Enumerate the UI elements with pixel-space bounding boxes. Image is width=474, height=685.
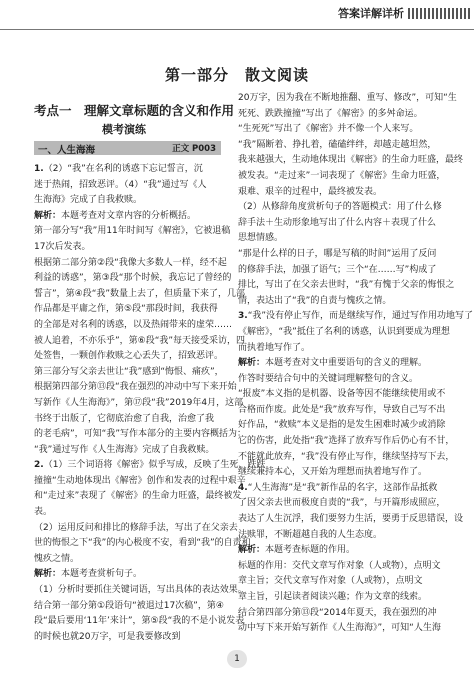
header-barcode-decoration <box>408 8 470 19</box>
text-line: 段“最后要用‘11年’来计”，第⑤段“我的不是小说发表 <box>34 616 245 627</box>
page-number: 1 <box>227 650 247 668</box>
text-line: “我”通过写作《人生海海》完成了自我救赎。 <box>34 444 215 455</box>
text-line: 标题的作用：交代文章写作对象（人或物），点明文 <box>238 560 441 571</box>
text-line: 情，表达出了“我”的自责与愧疚之情。 <box>238 295 392 306</box>
text-line: 被人追着，不亦乐乎”，第⑥段“我”每天接受采访，四 <box>34 335 246 346</box>
text-line: 20万字，因为我在不断地推翻、重写、修改”，可知“生 <box>238 93 457 103</box>
text-line: 作品都是平庸之作，第⑤段“那段时间，我获得 <box>34 304 218 315</box>
text-line: 17次后发表。 <box>34 241 91 252</box>
text-line: 继续兼持本心，又开始为理想而执着地写作了。 <box>238 467 428 478</box>
text-line: 根据第二部分第②段“我像大多数人一样，经不起 <box>34 257 227 268</box>
text-line: “生死死”写出了《解密》并不像一个人来写。 <box>238 124 419 135</box>
text-line: 章主旨，引起读者阅读兴趣；作为文章的线索。 <box>238 592 428 602</box>
text-line: 不能就此放弃，“我”没有停止写作，继续坚持写下去， <box>238 451 455 462</box>
text-line: 第三部分写父亲去世让“我”感到“悔恨、痛疚”， <box>34 366 224 377</box>
header-rule <box>0 29 474 30</box>
text-line: 我来越强大，生动地体现出《解密》的生命力旺盛，最终 <box>238 155 464 166</box>
text-line: 解析：本题考查赏析句子。 <box>34 569 143 580</box>
text-line: 生海海》完成了自我救赎。 <box>34 195 143 206</box>
text-line: 艰难、艰辛的过程中，最终被发表。 <box>238 186 383 197</box>
text-line: 书终于出版了，它彻底治愈了自我，治愈了我 <box>34 413 215 424</box>
text-line: 第一部分写“我”用11年时间写《解密》，它被退稿 <box>34 226 231 237</box>
text-line: 好作品，“救赎”本义是指的是发生困难时减少或消除 <box>238 420 446 431</box>
text-line: 辞手法＋生动形象地写出了什么内容＋表现了什么 <box>238 217 437 228</box>
text-line: 根据第四部分第⑬段“我在强烈的冲动中写下来开始 <box>34 382 237 393</box>
text-line: 结合第一部分第①段语句“被退过17次稿”，第④ <box>34 600 224 611</box>
text-line: “我”隔断着、挣扎着，磕磕绊绊，却越走越坦然， <box>238 139 437 150</box>
text-line: 了因父亲去世而极度自责的“我”，与开篇形成照应， <box>238 498 446 509</box>
right-column <box>238 91 474 637</box>
text-line: 表达了人生沉浮，我们要努力生活，要勇于反思错误，设 <box>238 514 464 525</box>
text-line: “那是什么样的日子，哪是写稿的时间”运用了反问 <box>238 248 437 259</box>
text-line: 死死、跌跌撞撞”写出了《解密》的多舛命运。 <box>238 108 423 119</box>
kaodian-title: 考点一 理解文章标题的含义和作用 <box>34 103 235 118</box>
text-line: 解析：本题考查标题的作用。 <box>238 545 356 556</box>
text-line: 利益的诱惑”，第③段“那个时候，我忘记了曾经的 <box>34 273 232 284</box>
text-line: 合格而作废。此处是“我”放弃写作，导致自己写不出 <box>238 404 446 415</box>
text-line: 法赎罪，不断超越自我的人生态度。 <box>238 529 383 540</box>
text-line: “报废”本义指的是机器、设备等因不能继续使用或不 <box>238 389 446 400</box>
part-title: 第一部分 散文阅读 <box>164 66 309 84</box>
text-line: 3.“我”没有停止写作，而是继续写作，通过写作用功地写了 <box>238 311 474 322</box>
text-line: 《解密》，“我”抵住了名利的诱惑，认识到要成为理想 <box>238 326 450 337</box>
text-line: 动中写下来开始写新作《人生海海》”，可知“人生海 <box>238 623 441 634</box>
text-line: 它的伤害，此处指“我”选择了放弃写作后仍心有不甘， <box>238 436 455 447</box>
text-line: 作答时要结合句中的关键词理解整句的含义。 <box>238 373 419 384</box>
text-line: 和“走过来”表现了《解密》的生命力旺盛，最终被发 <box>34 491 242 502</box>
page-header <box>0 0 474 30</box>
section-ref: 正文 P003 <box>172 144 216 154</box>
text-line: 写新作《人生海海》”，第⑰段“我”2019年4月，这部 <box>34 397 244 408</box>
text-line: 解析：本题考查对文中重要语句的含义的理解。 <box>238 358 428 369</box>
text-line: 被发表。“走过来”一词表现了《解密》生命力旺盛， <box>238 170 446 181</box>
text-line: （1）分析时要抓住关键词语，写出具体的表达效果。 <box>34 585 247 596</box>
text-line: 誓言”，第④段“我”数量上去了，但质量下来了，几部 <box>34 288 246 299</box>
text-line: 结合第四部分第⑬段“2014年夏天，我在强烈的冲 <box>238 607 437 618</box>
text-line: 表。 <box>34 507 53 518</box>
text-line: （2）从修辞角度赏析句子的答题模式：用了什么修 <box>238 202 442 213</box>
text-line: 而执着地写作了。 <box>238 342 311 353</box>
text-line: 世的悔恨之下“我”的内心极度不安，看到“我”的自责和 <box>34 538 251 549</box>
text-line: 2.（1）三个词语将《解密》似乎写成，反映了生死、跌跌 <box>34 460 266 471</box>
text-line: 的时候也就20万字，可是我要修改到 <box>34 631 181 642</box>
text-line: 章主旨；交代文章写作对象（人或物），点明文 <box>238 576 423 587</box>
text-line: 1.（2）“我”在名利的诱惑下忘记誓言，沉 <box>34 164 203 174</box>
text-line: 的修辞手法，加强了语气；三个“在……写”构成了 <box>238 264 437 275</box>
section-bar <box>34 141 221 155</box>
text-line: （2）运用反问和排比的修辞手法，写出了在父亲去 <box>34 522 238 533</box>
text-line: 迷于热闹，招致恶评。（4）“我”通过写《人 <box>34 179 207 190</box>
text-line: 处签售，一颗创作救赎之心丢失了，招致恶评。 <box>34 351 224 362</box>
text-line: 解析：本题考查对文章内容的分析概括。 <box>34 210 197 221</box>
text-line: 4.“人生海海”是“我”新作品的名字，这部作品抵救 <box>238 482 438 493</box>
text-line: 撞撞“生动地体现出《解密》创作和发表的过程中艰辛 <box>34 475 246 486</box>
text-line: 愧疚之情。 <box>34 553 80 564</box>
text-line: 的老毛病”，可知“我”写作本部分的主要内容概括为： <box>34 429 246 440</box>
section-title: 一、人生海海 <box>38 145 96 156</box>
text-line: 的全部是对名利的诱惑，以及热闹带来的虚荣…… <box>34 319 233 330</box>
mokao-title: 模考演练 <box>102 123 146 136</box>
text-line: 思想情感。 <box>238 233 284 244</box>
header-label: 答案详解详析 <box>338 7 404 20</box>
text-line: 排比，写出了在父亲去世时，“我”有愧于父亲的悔恨之 <box>238 280 455 291</box>
